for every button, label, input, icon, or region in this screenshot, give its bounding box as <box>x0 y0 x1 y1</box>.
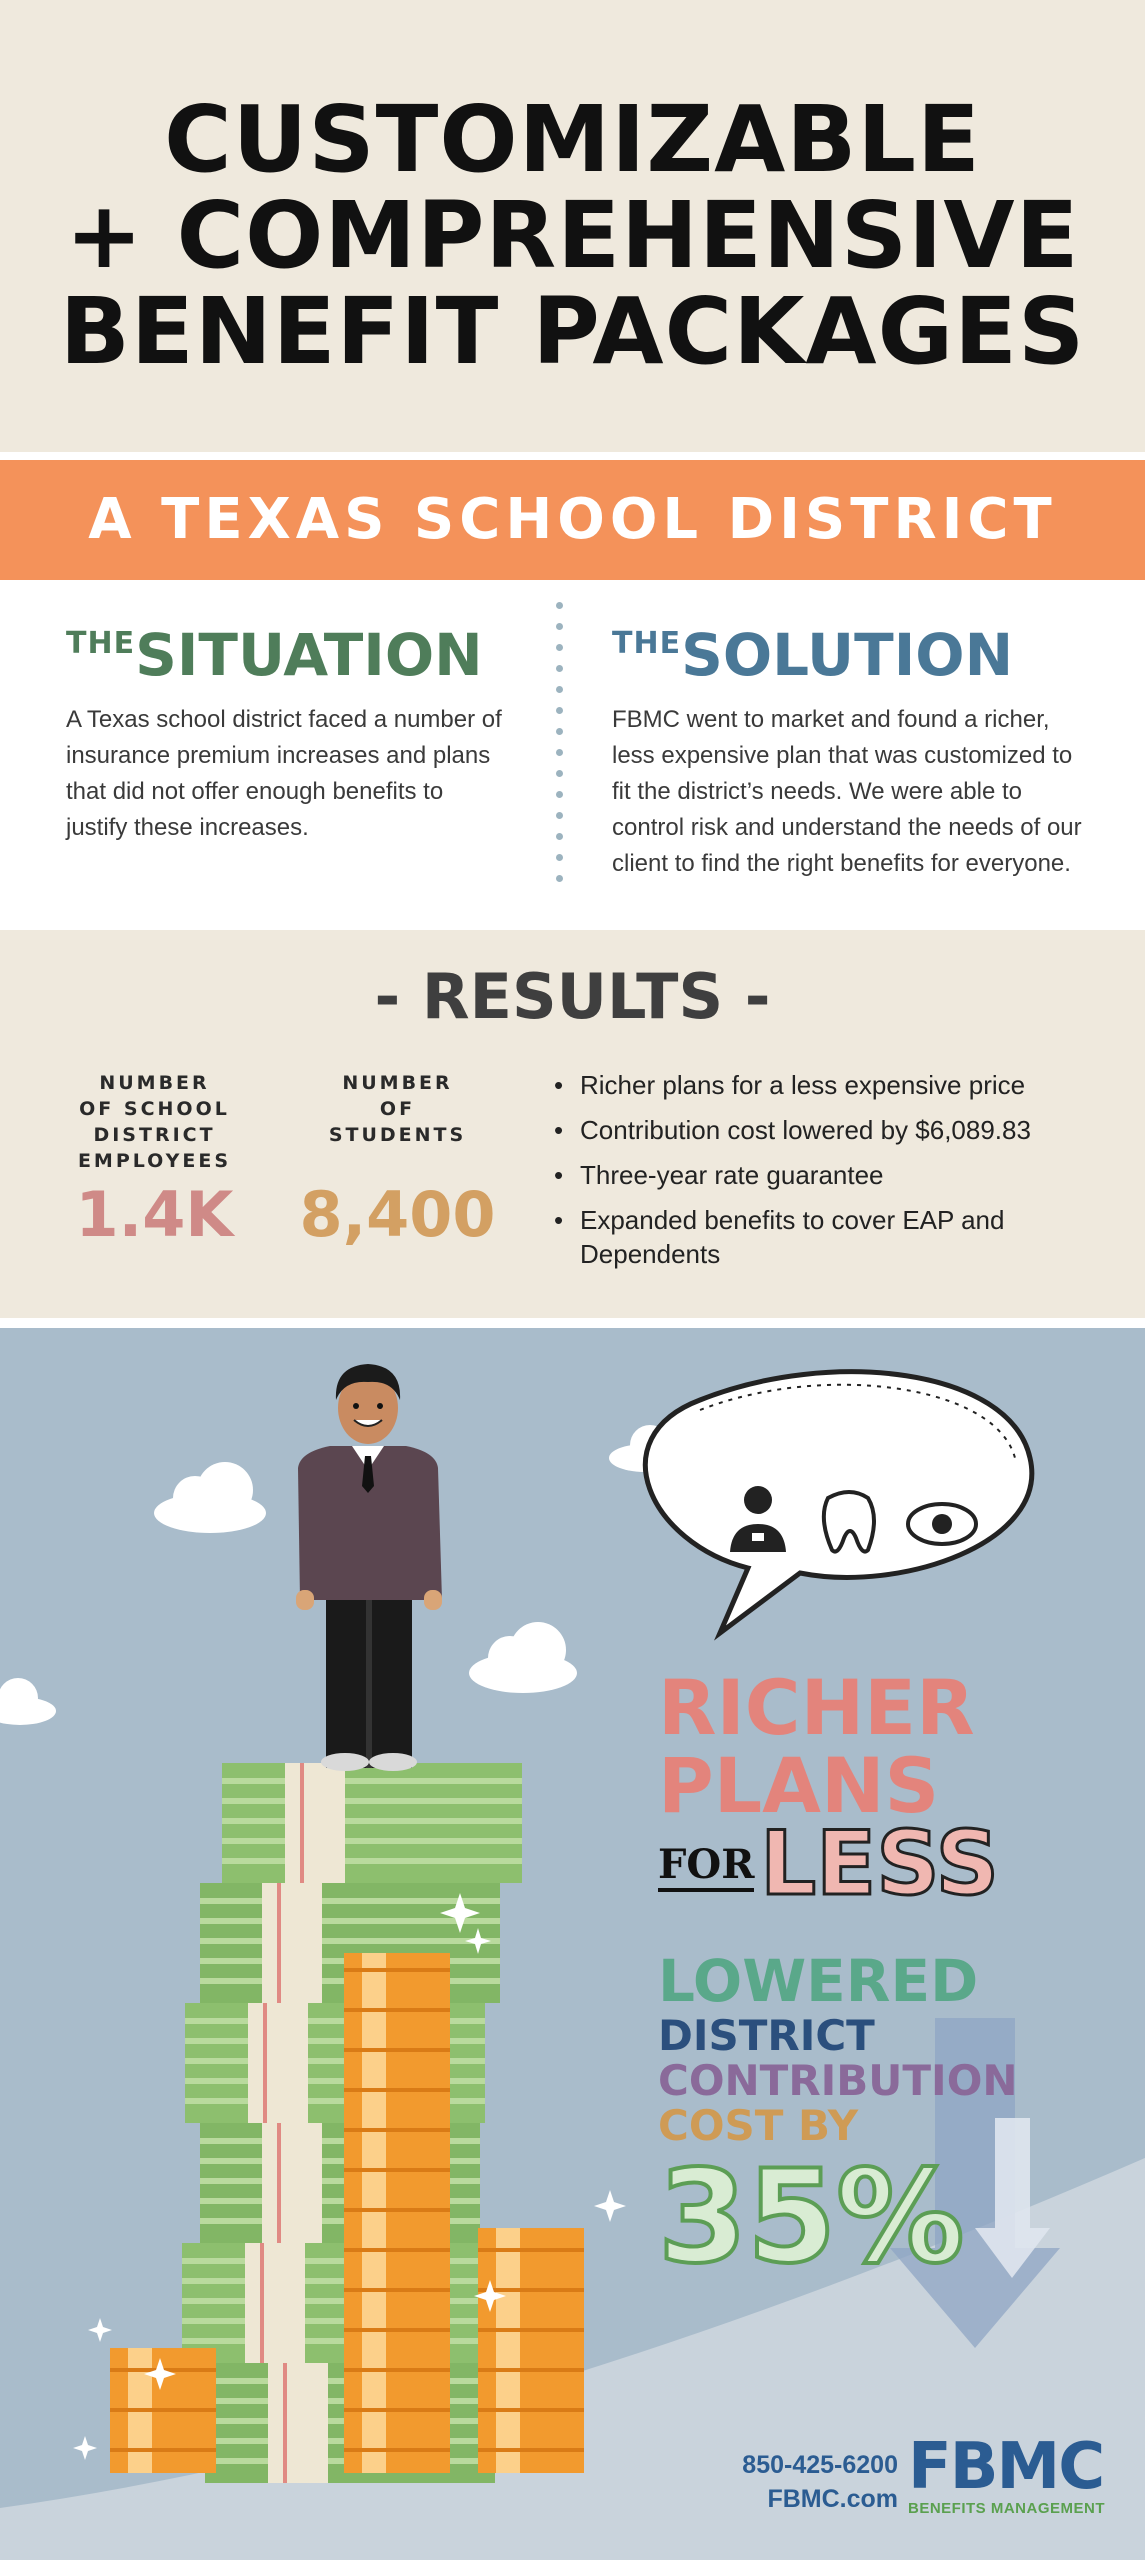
title-line-2: + COMPREHENSIVE <box>65 182 1080 289</box>
stat-employees <box>52 1070 257 1250</box>
solution-column <box>612 620 1092 882</box>
cloud-icon <box>154 1462 266 1533</box>
cloud-icon <box>469 1622 577 1693</box>
district-text: DISTRICT <box>658 2011 875 2060</box>
stat-label-line: DISTRICT <box>93 1124 216 1146</box>
businessman-icon <box>296 1364 442 1771</box>
stat-students-label <box>280 1070 515 1148</box>
money-illustration <box>0 1328 1145 2560</box>
situation-column <box>66 620 506 846</box>
coin-stack-icon <box>110 2348 216 2473</box>
illustration-section <box>0 1328 1145 2560</box>
stat-label-line: OF <box>379 1098 416 1120</box>
for-text: FOR <box>658 1841 754 1892</box>
percent-text: 35% <box>658 2143 965 2292</box>
situation-heading <box>66 620 506 690</box>
plans-text: PLANS <box>658 1741 940 1830</box>
eye-icon <box>908 1504 976 1544</box>
solution-body: FBMC went to market and found a richer, less expensive plan that was customized to fit the district’s needs. We were able to control risk and understand the needs of our client to find the right benefits for everyone. <box>612 706 1082 877</box>
list-item: • Three-year rate guarantee <box>552 1158 1112 1192</box>
title-line-3: BENEFIT PACKAGES <box>59 278 1086 385</box>
solution-prefix: THE <box>612 626 682 661</box>
phone-number: 850-425-6200 <box>742 2451 898 2479</box>
results-title: - RESULTS - <box>374 960 771 1033</box>
stat-label-line: OF SCHOOL <box>79 1098 230 1120</box>
cost-by-text: COST BY <box>658 2101 859 2150</box>
list-item: • Expanded benefits to cover EAP and Dependents <box>552 1203 1112 1271</box>
fbmc-logo <box>908 2430 1105 2517</box>
coin-stack-icon <box>478 2228 584 2473</box>
results-list <box>552 1068 1112 1282</box>
situation-title: SITUATION <box>135 621 483 689</box>
richer-text: RICHER <box>658 1663 975 1752</box>
page-title <box>0 86 1145 385</box>
results-section <box>0 930 1145 1318</box>
stat-label-line: STUDENTS <box>328 1124 467 1146</box>
hero-header <box>0 0 1145 452</box>
situation-solution-section <box>0 580 1145 930</box>
title-line-1: CUSTOMIZABLE <box>164 86 981 193</box>
situation-prefix: THE <box>66 626 136 661</box>
solution-title: SOLUTION <box>681 621 1014 689</box>
stat-label-line: NUMBER <box>99 1072 210 1094</box>
stat-employees-value: 1.4K <box>75 1178 234 1251</box>
brand-subtitle: BENEFITS MANAGEMENT <box>908 2500 1105 2517</box>
list-item: • Contribution cost lowered by $6,089.83 <box>552 1113 1112 1147</box>
situation-body: A Texas school district faced a number of insurance premium increases and plans that did not offer enough benefits to justify these increases. <box>66 706 502 841</box>
dotted-divider <box>556 602 564 912</box>
stat-label-line: EMPLOYEES <box>77 1150 232 1172</box>
contribution-text: CONTRIBUTION <box>658 2056 1018 2105</box>
solution-heading <box>612 620 1092 690</box>
coin-stack-icon <box>344 1953 450 2473</box>
banner-text: A TEXAS SCHOOL DISTRICT <box>88 487 1057 552</box>
lowered-text: LOWERED <box>658 1947 979 2015</box>
website-link[interactable]: FBMC.com <box>767 2485 898 2513</box>
stat-employees-label <box>52 1070 257 1174</box>
cloud-icon <box>0 1678 56 1725</box>
brand-name: FBMC <box>908 2430 1104 2504</box>
stat-label-line: NUMBER <box>342 1072 453 1094</box>
list-item: • Richer plans for a less expensive price <box>552 1068 1112 1102</box>
stat-students <box>280 1070 515 1250</box>
district-banner <box>0 460 1145 580</box>
for-less-text <box>658 1812 1000 1915</box>
contact-info <box>668 2448 898 2516</box>
less-text: LESS <box>760 1812 1000 1915</box>
stat-students-value: 8,400 <box>299 1178 496 1251</box>
